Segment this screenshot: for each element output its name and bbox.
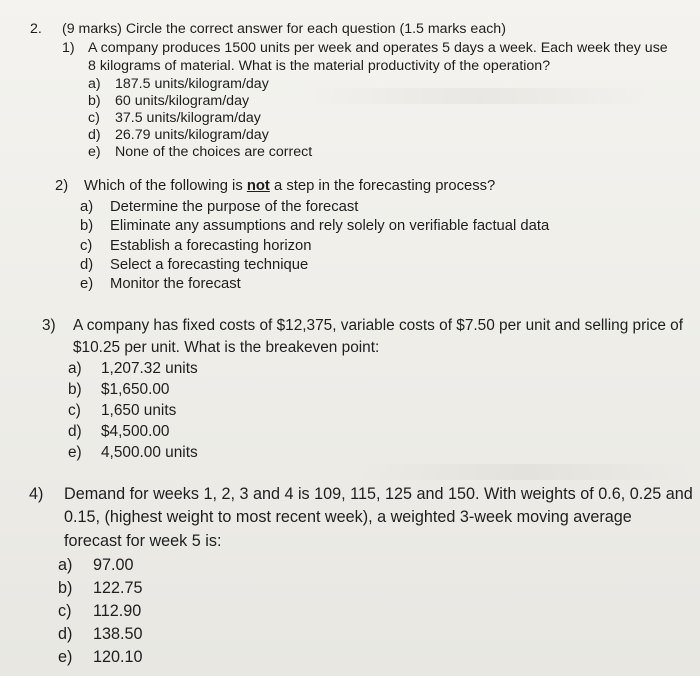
question-text-line: Demand for weeks 1, 2, 3 and 4 is 109, 115, 125 and 150. With weights of 0.6, 0.25 and <box>64 485 693 503</box>
option-text: 138.50 <box>93 625 143 643</box>
question-number: 3) <box>42 317 56 334</box>
question-number: 2) <box>55 178 69 194</box>
question-text-line <box>84 179 495 194</box>
question-text-line: A company produces 1500 units per week and operates 5 days a week. Each week they use <box>88 40 668 56</box>
question-number: 4) <box>29 485 44 503</box>
question-text-line: $10.25 per unit. What is the breakeven point: <box>73 339 380 356</box>
question-text-line: forecast for week 5 is: <box>64 532 222 550</box>
option-text: Monitor the forecast <box>110 276 241 292</box>
question-group-instructions: (9 marks) Circle the correct answer for each question (1.5 marks each) <box>62 21 506 37</box>
option-text: 120.10 <box>93 648 143 666</box>
option-letter: d) <box>88 127 101 143</box>
question-text-line: 8 kilograms of material. What is the material productivity of the operation? <box>88 58 551 74</box>
option-text: 37.5 units/kilogram/day <box>115 110 261 126</box>
option-letter: b) <box>58 579 73 597</box>
option-text: Determine the purpose of the forecast <box>110 199 359 215</box>
option-text: None of the choices are correct <box>115 144 313 160</box>
option-letter: e) <box>58 648 73 666</box>
option-letter: e) <box>80 276 94 292</box>
emphasis-not: not <box>246 178 270 194</box>
question-text-prefix: Which of the following is <box>84 178 243 194</box>
option-text: 60 units/kilogram/day <box>115 93 250 109</box>
option-letter: b) <box>68 381 82 398</box>
option-letter: e) <box>88 144 101 160</box>
option-letter: a) <box>68 360 82 377</box>
show-through-shading <box>360 464 690 480</box>
option-letter: e) <box>68 444 82 461</box>
option-text: Establish a forecasting horizon <box>110 238 312 254</box>
option-letter: d) <box>58 625 73 643</box>
question-group-number: 2. <box>30 21 42 37</box>
show-through-shading <box>300 88 660 104</box>
option-letter: b) <box>80 218 94 234</box>
option-letter: a) <box>88 76 101 92</box>
option-text: Select a forecasting technique <box>110 257 309 273</box>
option-letter: a) <box>80 199 94 215</box>
question-text-suffix: a step in the forecasting process? <box>269 178 496 194</box>
option-text: 26.79 units/kilogram/day <box>115 127 269 143</box>
option-letter: a) <box>58 556 73 574</box>
option-text: 1,207.32 units <box>101 360 198 377</box>
option-letter: d) <box>80 257 94 273</box>
question-text-line: 0.15, (highest weight to most recent week), a weighted 3-week moving average <box>64 508 632 526</box>
option-letter: c) <box>88 110 100 126</box>
option-letter: d) <box>68 423 82 440</box>
question-number: 1) <box>62 40 75 56</box>
option-text: $1,650.00 <box>101 381 170 398</box>
option-text: 112.90 <box>93 602 142 620</box>
option-text: $4,500.00 <box>101 423 170 440</box>
option-text: Eliminate any assumptions and rely solely on verifiable factual data <box>110 218 550 234</box>
question-text-line: A company has fixed costs of $12,375, variable costs of $7.50 per unit and selling price of <box>73 317 684 334</box>
option-letter: c) <box>68 402 81 419</box>
option-letter: c) <box>80 238 93 254</box>
option-text: 97.00 <box>93 556 134 574</box>
option-letter: b) <box>88 93 101 109</box>
option-letter: c) <box>58 602 72 620</box>
option-text: 122.75 <box>93 579 143 597</box>
option-text: 4,500.00 units <box>101 444 198 461</box>
option-text: 1,650 units <box>101 402 177 419</box>
option-text: 187.5 units/kilogram/day <box>115 76 269 92</box>
